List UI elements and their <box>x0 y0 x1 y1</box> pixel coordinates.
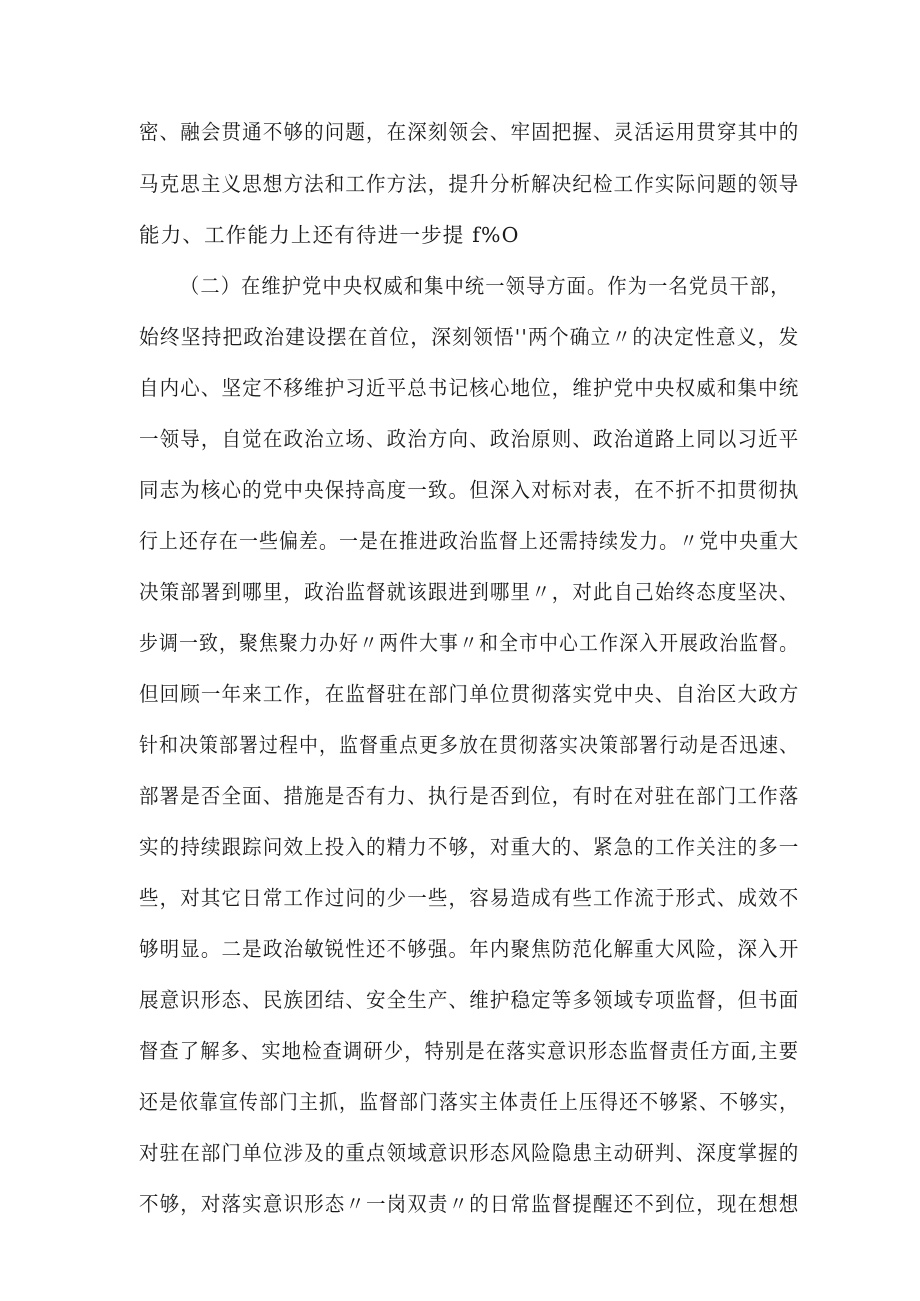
text-line: 行上还存在一些偏差。一是在推进政治监督上还需持续发力。〃党中央重大 <box>139 529 800 553</box>
text-line: 同志为核心的党中央保持高度一致。但深入对标对表，在不折不扣贯彻执 <box>139 478 800 502</box>
text-line: 但回顾一年来工作，在监督驻在部门单位贯彻落实党中央、自治区大政方 <box>139 682 800 706</box>
text-line: 始终坚持把政治建设摆在首位，深刻领悟''两个确立〃的决定性意义，发 <box>139 325 800 349</box>
text-line: 能力、工作能力上还有待进一步提 f%O <box>139 223 520 247</box>
paragraph-start-line: （二）在维护党中央权威和集中统一领导方面。作为一名党员干部， <box>180 274 791 298</box>
text-line: 密、融会贯通不够的问题，在深刻领会、牢固把握、灵活运用贯穿其中的 <box>139 120 800 144</box>
text-line: 些，对其它日常工作过问的少一些，容易造成有些工作流于形式、成效不 <box>139 886 800 910</box>
text-line: 不够，对落实意识形态〃一岗双责〃的日常监督提醒还不到位，现在想想 <box>139 1192 800 1216</box>
text-line: 督查了解多、实地检查调研少，特别是在落实意识形态监督责任方面,主要 <box>139 1039 800 1063</box>
text-line: 部署是否全面、措施是否有力、执行是否到位，有时在对驻在部门工作落 <box>139 784 800 808</box>
text-line: 还是依靠宣传部门主抓，监督部门落实主体责任上压得还不够紧、不够实， <box>139 1090 800 1114</box>
text-line: 步调一致，聚焦聚力办好〃两件大事〃和全市中心工作深入开展政治监督。 <box>139 631 800 655</box>
text-line: 实的持续跟踪问效上投入的精力不够，对重大的、紧急的工作关注的多一 <box>139 835 800 859</box>
text-line: 自内心、坚定不移维护习近平总书记核心地位，维护党中央权威和集中统 <box>139 376 800 400</box>
text-line: 一领导，自觉在政治立场、政治方向、政治原则、政治道路上同以习近平 <box>139 427 800 451</box>
text-line: 展意识形态、民族团结、安全生产、维护稳定等多领域专项监督，但书面 <box>139 988 800 1012</box>
text-line: 决策部署到哪里，政治监督就该跟进到哪里〃，对此自己始终态度坚决、 <box>139 580 800 604</box>
text-line: 对驻在部门单位涉及的重点领域意识形态风险隐患主动研判、深度掌握的 <box>139 1141 800 1165</box>
text-line: 针和决策部署过程中，监督重点更多放在贯彻落实决策部署行动是否迅速、 <box>139 733 800 757</box>
text-line: 马克思主义思想方法和工作方法，提升分析解决纪检工作实际问题的领导 <box>139 172 800 196</box>
text-line: 够明显。二是政治敏锐性还不够强。年内聚焦防范化解重大风险，深入开 <box>139 937 800 961</box>
